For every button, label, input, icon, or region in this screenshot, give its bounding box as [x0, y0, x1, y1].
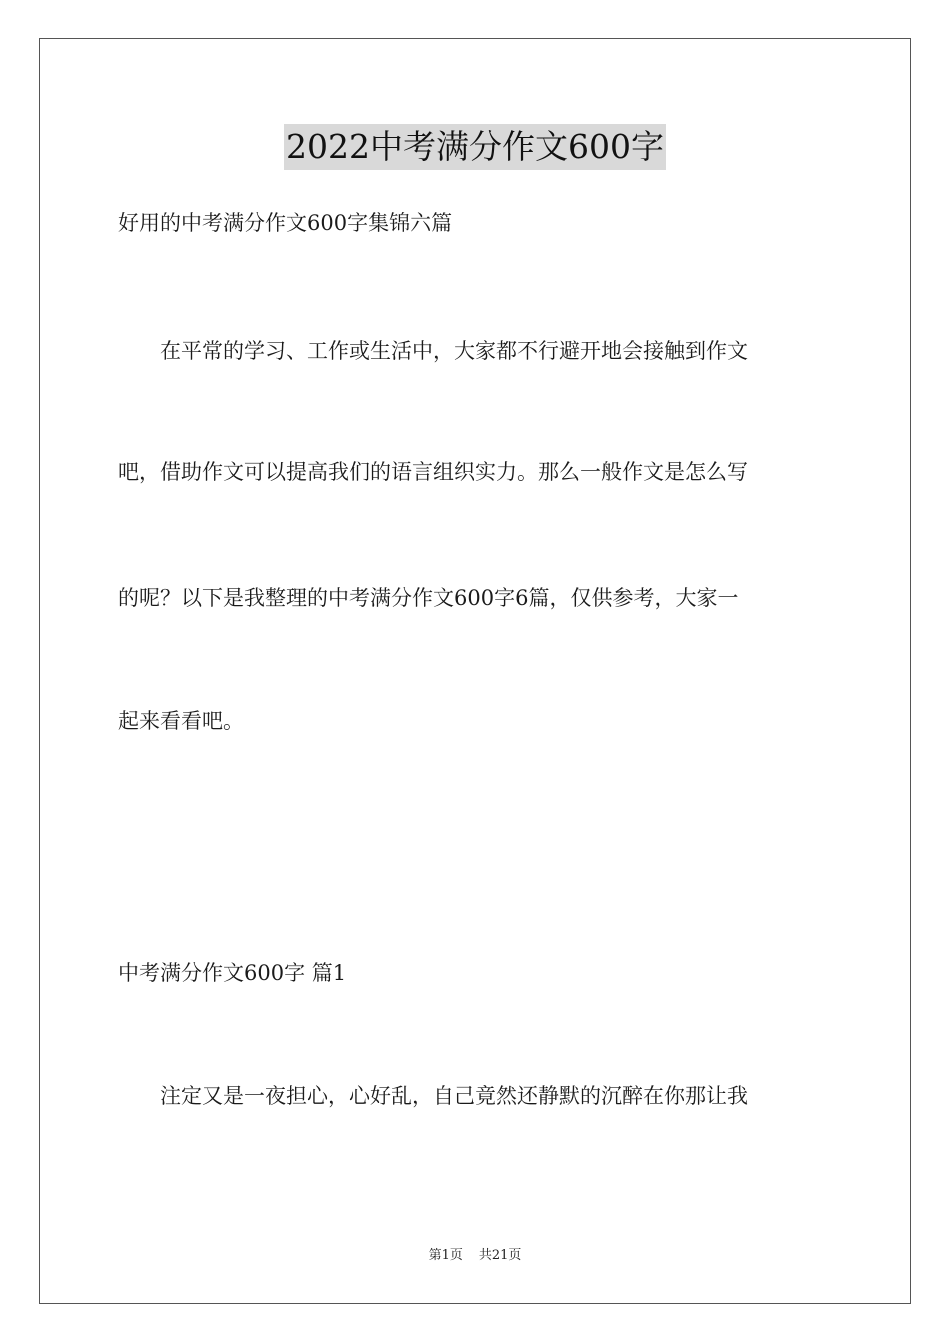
section-first-line: 注定又是一夜担心，心好乱，自己竟然还静默的沉醉在你那让我 — [118, 1084, 748, 1108]
document-subtitle: 好用的中考满分作文600字集锦六篇 — [118, 211, 453, 235]
page-number: 第1页 — [428, 1248, 463, 1263]
intro-line-4: 起来看看吧。 — [118, 709, 244, 733]
page-footer — [0, 1246, 950, 1266]
page-total: 共21页 — [478, 1248, 522, 1263]
document-title: 2022中考满分作文600字 — [284, 124, 666, 170]
intro-line-1: 在平常的学习、工作或生活中，大家都不行避开地会接触到作文 — [118, 339, 748, 363]
intro-line-2: 吧，借助作文可以提高我们的语言组织实力。那么一般作文是怎么写 — [118, 460, 748, 484]
title-container — [0, 124, 950, 170]
intro-line-3: 的呢？以下是我整理的中考满分作文600字6篇，仅供参考，大家一 — [118, 586, 739, 610]
section-heading: 中考满分作文600字 篇1 — [118, 961, 347, 985]
